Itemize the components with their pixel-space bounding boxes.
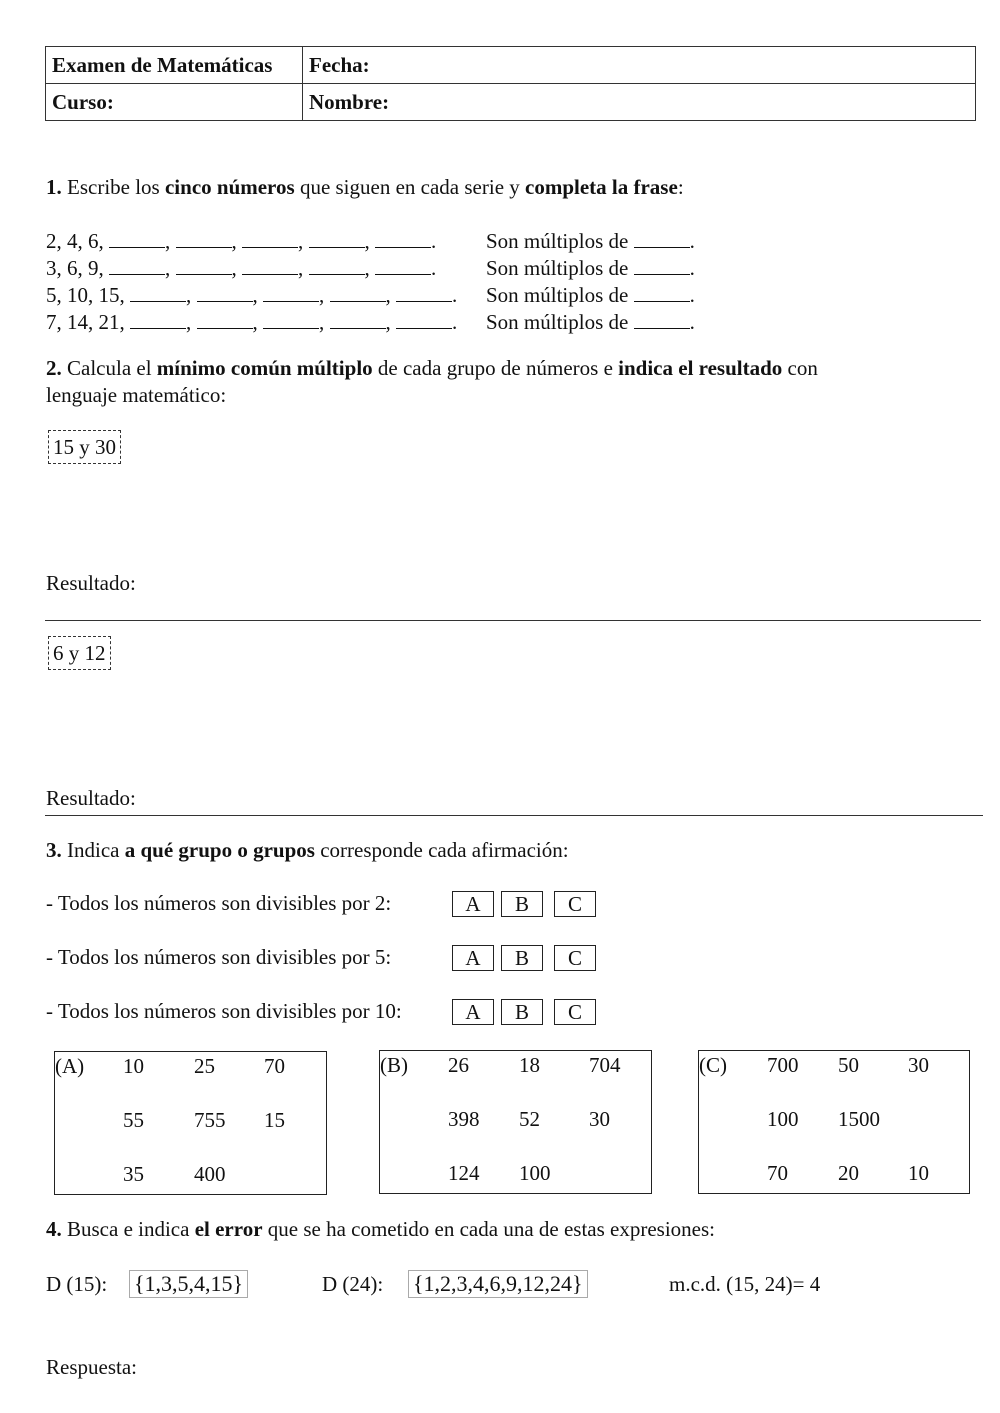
- series-start: 7, 14, 21,: [46, 310, 125, 334]
- group-number: 50: [838, 1053, 859, 1077]
- group-number: 15: [264, 1108, 285, 1132]
- d24-label: D (24):: [322, 1272, 384, 1296]
- q3-text-1: Indica: [67, 838, 120, 862]
- option-box-b[interactable]: B: [501, 945, 543, 971]
- group-number: 100: [519, 1161, 551, 1185]
- answer-blank[interactable]: [176, 232, 232, 248]
- option-box-c[interactable]: C: [554, 891, 596, 917]
- group-label: (B): [380, 1053, 408, 1077]
- group-number: 26: [448, 1053, 469, 1077]
- group-number: 700: [767, 1053, 799, 1077]
- q3-text-2: corresponde cada afirmación:: [320, 838, 569, 862]
- option-box-a[interactable]: A: [452, 999, 494, 1025]
- sentence-end: .: [689, 283, 695, 307]
- sentence-end: .: [689, 256, 695, 280]
- answer-blank[interactable]: [263, 286, 319, 302]
- course-field[interactable]: Curso:: [46, 84, 303, 121]
- group-number: 18: [519, 1053, 540, 1077]
- group-number: 400: [194, 1162, 226, 1186]
- group-number: 1500: [838, 1107, 880, 1131]
- q1-bold-2: completa la frase: [525, 175, 678, 199]
- sentence-end: .: [689, 229, 695, 253]
- answer-blank[interactable]: [375, 259, 431, 275]
- answer-blank[interactable]: [197, 313, 253, 329]
- answer-blank[interactable]: [330, 286, 386, 302]
- group-number: 30: [589, 1107, 610, 1131]
- answer-blank[interactable]: [396, 286, 452, 302]
- exam-title: Examen de Matemáticas: [46, 47, 303, 84]
- answer-blank[interactable]: [109, 259, 165, 275]
- option-box-b[interactable]: B: [501, 999, 543, 1025]
- q3-bold-1: a qué grupo o grupos: [124, 838, 315, 862]
- q1-bold-1: cinco números: [164, 175, 295, 199]
- q1-text-2: que siguen en cada serie y: [299, 175, 520, 199]
- series-end: .: [431, 229, 437, 253]
- multiples-sentence: [486, 283, 695, 308]
- multiples-text: Son múltiplos de: [486, 310, 629, 334]
- group-number: 10: [908, 1161, 929, 1185]
- series-start: 5, 10, 15,: [46, 283, 125, 307]
- q2-text-3: con: [787, 356, 818, 380]
- multiple-answer-blank[interactable]: [634, 313, 690, 329]
- series-end: .: [452, 310, 458, 334]
- q2-group-1-result-label: Resultado:: [46, 571, 136, 595]
- divider: [45, 815, 983, 816]
- answer-blank[interactable]: [309, 259, 365, 275]
- q2-group-1-numbers: 15 y 30: [48, 430, 121, 464]
- answer-blank[interactable]: [375, 232, 431, 248]
- group-number: 70: [264, 1054, 285, 1078]
- q2-number: 2.: [46, 356, 62, 380]
- divisibility-statement: - Todos los números son divisibles por 10:: [46, 999, 402, 1023]
- answer-blank[interactable]: [396, 313, 452, 329]
- q4-text-2: que se ha cometido en cada una de estas expresiones:: [267, 1217, 716, 1241]
- series-row: 7, 14, 21, , , , , .: [46, 310, 458, 334]
- divider: [45, 620, 981, 621]
- exam-header-table: [45, 46, 976, 121]
- q4-number: 4.: [46, 1217, 62, 1241]
- q1-text-1: Escribe los: [67, 175, 160, 199]
- q2-bold-2: indica el resultado: [618, 356, 783, 380]
- multiples-text: Son múltiplos de: [486, 229, 629, 253]
- date-field[interactable]: Fecha:: [303, 47, 976, 84]
- number-group-box: [379, 1050, 652, 1194]
- group-number: 55: [123, 1108, 144, 1132]
- multiples-sentence: [486, 256, 695, 281]
- q4-text-1: Busca e indica: [67, 1217, 190, 1241]
- multiples-text: Son múltiplos de: [486, 256, 629, 280]
- answer-blank[interactable]: [242, 259, 298, 275]
- divisibility-statement: - Todos los números son divisibles por 2:: [46, 891, 392, 915]
- group-number: 25: [194, 1054, 215, 1078]
- option-box-a[interactable]: A: [452, 945, 494, 971]
- series-start: 3, 6, 9,: [46, 256, 104, 280]
- answer-blank[interactable]: [130, 286, 186, 302]
- q3-number: 3.: [46, 838, 62, 862]
- number-group-box: [54, 1051, 327, 1195]
- series-end: .: [452, 283, 458, 307]
- answer-blank[interactable]: [176, 259, 232, 275]
- series-row: 5, 10, 15, , , , , .: [46, 283, 458, 307]
- q2-group-2-numbers: 6 y 12: [48, 636, 111, 670]
- group-number: 35: [123, 1162, 144, 1186]
- series-start: 2, 4, 6,: [46, 229, 104, 253]
- series-row: 2, 4, 6, , , , , .: [46, 229, 437, 253]
- group-number: 10: [123, 1054, 144, 1078]
- q1-text-3: :: [677, 175, 684, 199]
- group-number: 124: [448, 1161, 480, 1185]
- d15-set: {1,3,5,4,15}: [129, 1270, 248, 1298]
- q2-prompt: [46, 356, 818, 381]
- d15-label: D (15):: [46, 1272, 108, 1296]
- q4-bold-1: el error: [194, 1217, 263, 1241]
- number-group-box: [698, 1050, 970, 1194]
- q4-prompt: [46, 1217, 715, 1242]
- group-number: 52: [519, 1107, 540, 1131]
- q1-prompt: [46, 175, 684, 200]
- series-end: .: [431, 256, 437, 280]
- multiples-sentence: [486, 229, 695, 254]
- multiple-answer-blank[interactable]: [634, 232, 690, 248]
- d24-set: {1,2,3,4,6,9,12,24}: [408, 1270, 588, 1298]
- answer-blank[interactable]: [263, 313, 319, 329]
- answer-blank[interactable]: [130, 313, 186, 329]
- multiple-answer-blank[interactable]: [634, 259, 690, 275]
- group-label: (C): [699, 1053, 727, 1077]
- group-number: 100: [767, 1107, 799, 1131]
- answer-blank[interactable]: [309, 232, 365, 248]
- option-box-c[interactable]: C: [554, 945, 596, 971]
- q3-prompt: [46, 838, 569, 863]
- q2-text-1: Calcula el: [67, 356, 152, 380]
- name-field[interactable]: Nombre:: [303, 84, 976, 121]
- group-number: 70: [767, 1161, 788, 1185]
- multiples-text: Son múltiplos de: [486, 283, 629, 307]
- group-number: 755: [194, 1108, 226, 1132]
- answer-blank[interactable]: [242, 232, 298, 248]
- q4-answer-label: Respuesta:: [46, 1355, 137, 1379]
- group-number: 30: [908, 1053, 929, 1077]
- group-number: 398: [448, 1107, 480, 1131]
- sentence-end: .: [689, 310, 695, 334]
- group-number: 20: [838, 1161, 859, 1185]
- q2-prompt-line2: lenguaje matemático:: [46, 383, 227, 407]
- option-box-c[interactable]: C: [554, 999, 596, 1025]
- option-box-b[interactable]: B: [501, 891, 543, 917]
- multiples-sentence: [486, 310, 695, 335]
- series-row: 3, 6, 9, , , , , .: [46, 256, 437, 280]
- group-label: (A): [55, 1054, 85, 1078]
- q2-text-2: de cada grupo de números e: [377, 356, 613, 380]
- answer-blank[interactable]: [330, 313, 386, 329]
- group-number: 704: [589, 1053, 621, 1077]
- q2-bold-1: mínimo común múltiplo: [156, 356, 373, 380]
- multiple-answer-blank[interactable]: [634, 286, 690, 302]
- divisibility-statement: - Todos los números son divisibles por 5:: [46, 945, 392, 969]
- answer-blank[interactable]: [109, 232, 165, 248]
- q1-number: 1.: [46, 175, 62, 199]
- q2-group-2-result-label: Resultado:: [46, 786, 136, 810]
- mcd-expression: m.c.d. (15, 24)= 4: [669, 1272, 821, 1296]
- answer-blank[interactable]: [197, 286, 253, 302]
- option-box-a[interactable]: A: [452, 891, 494, 917]
